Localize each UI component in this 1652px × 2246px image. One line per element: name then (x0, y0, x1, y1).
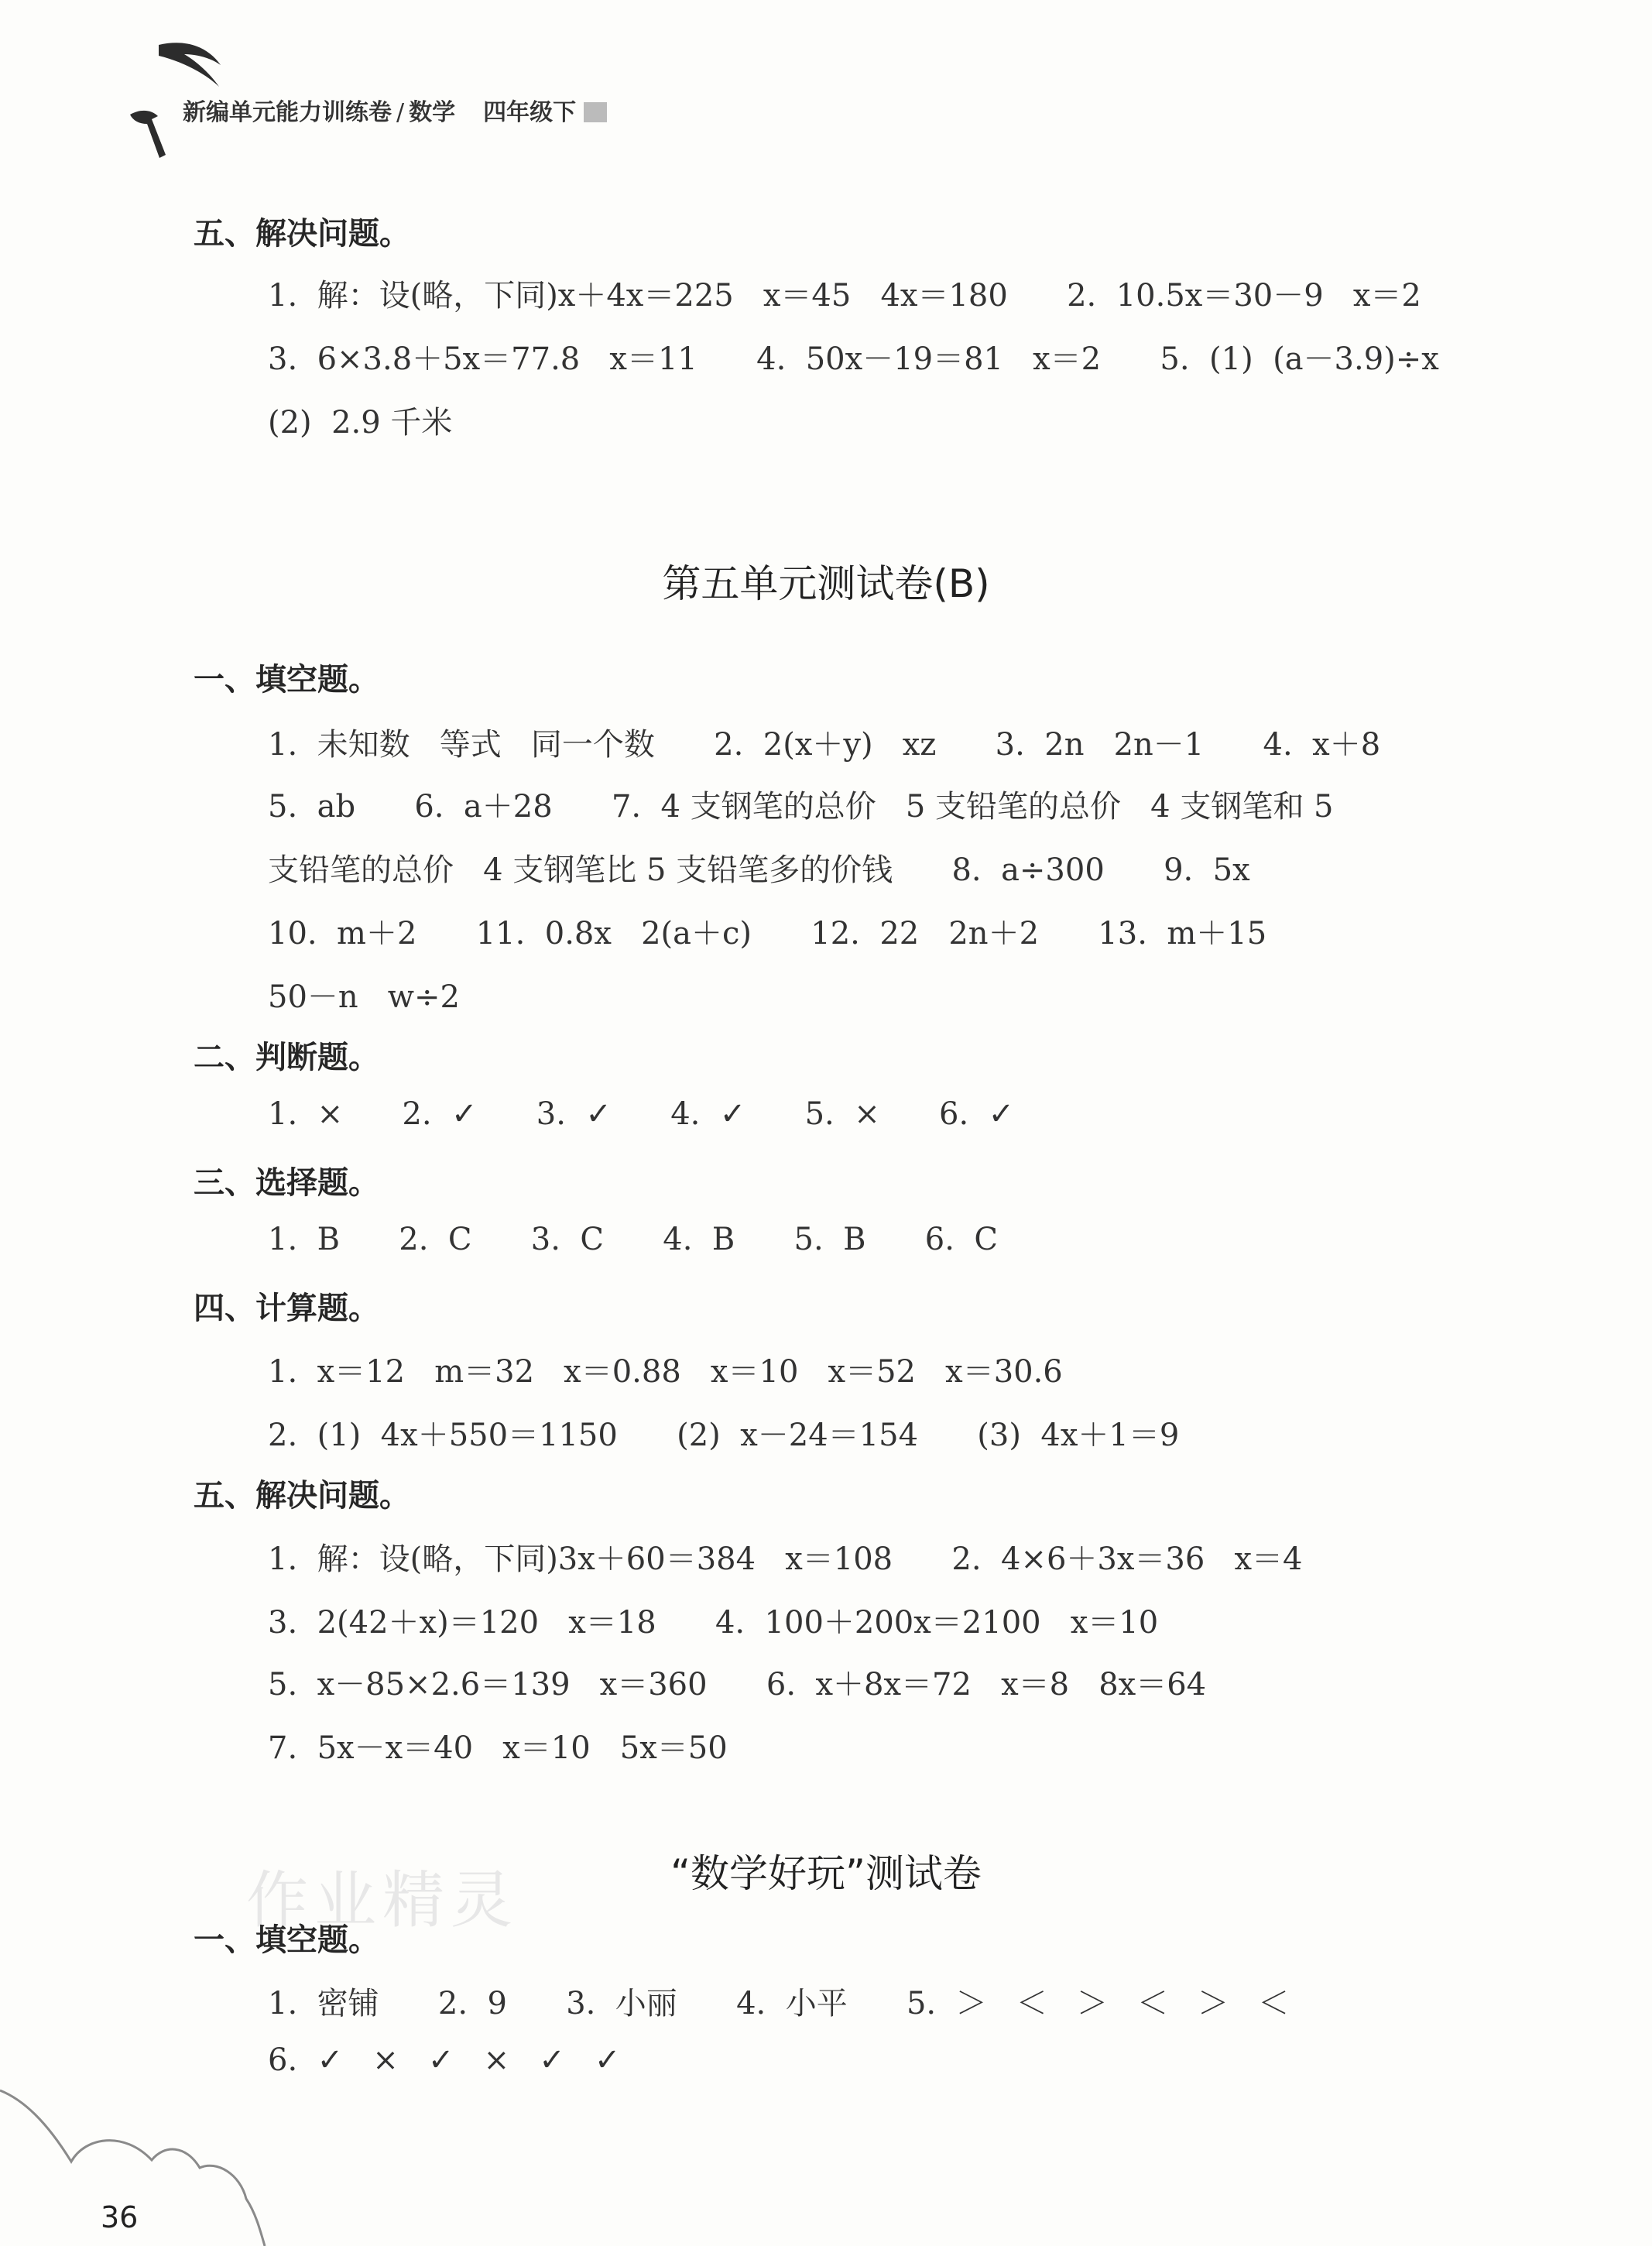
answer-line: 1. B 2. C 3. C 4. B 5. B 6. C (268, 1222, 999, 1257)
answer-line: 7. 5x－x＝40 x＝10 5x＝50 (268, 1730, 728, 1766)
answer-line: (2) 2.9 千米 (268, 405, 453, 441)
answer-line: 支铅笔的总价 4 支钢笔比 5 支铅笔多的价钱 8. a÷300 9. 5x (268, 852, 1250, 888)
section-heading: 四、计算题。 (194, 1291, 379, 1326)
answer-line: 1. 密铺 2. 9 3. 小丽 4. 小平 5. ＞ ＜ ＞ ＜ ＞ ＜ (268, 1986, 1290, 2021)
answer-line: 50－n w÷2 (268, 979, 461, 1015)
answer-line: 1. × 2. ✓ 3. ✓ 4. ✓ 5. × 6. ✓ (268, 1096, 1015, 1132)
test-title: 第五单元测试卷(B) (662, 561, 990, 606)
answer-line: 5. ab 6. a＋28 7. 4 支钢笔的总价 5 支铅笔的总价 4 支钢笔和 5 (268, 789, 1334, 825)
page-header: 新编单元能力训练卷 / 数学 四年级下 (183, 93, 607, 127)
header-subject: 数学 (409, 99, 456, 126)
answer-line: 1. 解：设(略，下同)x＋4x＝225 x＝45 4x＝180 2. 10.5x＝30－9 x＝2 (268, 278, 1421, 314)
header-grade: 四年级下 (483, 99, 577, 126)
answer-line: 1. 解：设(略，下同)3x＋60＝384 x＝108 2. 4×6＋3x＝36 x＝4 (268, 1541, 1303, 1577)
answer-line: 3. 6×3.8＋5x＝77.8 x＝11 4. 50x－19＝81 x＝2 5. (1) (a－3.9)÷x (268, 341, 1439, 377)
watermark: 作业精灵 (246, 1864, 519, 1936)
header-series: 新编单元能力训练卷 (183, 99, 392, 126)
answer-line: 3. 2(42＋x)＝120 x＝18 4. 100＋200x＝2100 x＝10 (268, 1605, 1159, 1641)
test-title: “数学好玩”测试卷 (670, 1851, 982, 1896)
answer-line: 5. x－85×2.6＝139 x＝360 6. x＋8x＝72 x＝8 8x＝64 (268, 1667, 1207, 1703)
section-heading: 五、解决问题。 (194, 216, 410, 252)
answer-line: 6. ✓ × ✓ × ✓ ✓ (268, 2042, 621, 2078)
section-heading: 一、填空题。 (194, 1922, 379, 1958)
section-heading: 三、选择题。 (194, 1165, 379, 1201)
answer-line: 1. 未知数 等式 同一个数 2. 2(x＋y) xz 3. 2n 2n－1 4. x＋8 (268, 727, 1381, 763)
answer-line: 10. m＋2 11. 0.8x 2(a＋c) 12. 22 2n＋2 13. m＋15 (268, 916, 1267, 952)
section-heading: 二、判断题。 (194, 1040, 379, 1075)
section-heading: 五、解决问题。 (194, 1478, 410, 1514)
bird-icon (159, 43, 221, 87)
answer-line: 2. (1) 4x＋550＝1150 (2) x－24＝154 (3) 4x＋1＝9 (268, 1418, 1180, 1453)
header-square (584, 102, 607, 122)
answer-line: 1. x＝12 m＝32 x＝0.88 x＝10 x＝52 x＝30.6 (268, 1354, 1063, 1390)
section-heading: 一、填空题。 (194, 662, 379, 698)
page-number: 36 (101, 2200, 139, 2234)
bird-small-icon (130, 111, 166, 158)
